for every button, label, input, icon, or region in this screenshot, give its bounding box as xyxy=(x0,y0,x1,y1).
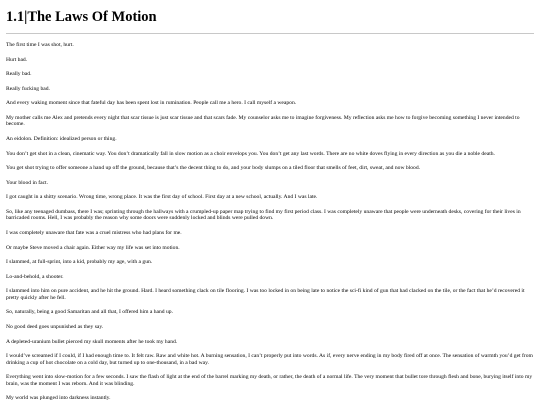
paragraph: Lo-and-behold, a shooter. xyxy=(6,273,64,280)
paragraph: Really bad. xyxy=(6,71,32,78)
paragraph: And every waking moment since that fateful day has been spent lost in rumination. People call me a hero. I call myself a weapon. xyxy=(6,100,297,107)
paragraph: An eidolon. Definition: idealized person or thing. xyxy=(6,135,117,142)
paragraph: I was completely unaware that fate was a cruel mistress who had plans for me. xyxy=(6,229,182,236)
paragraph: My mother calls me Alex and pretends every night that scar tissue is just scar tissue and that scars fade. My counselor asks me to imagine forgiveness. My reflection asks me how to forgive becoming something I never intended to become. xyxy=(6,114,520,128)
paragraph: You get shot trying to offer someone a hand up off the ground, because that’s the decent thing to do, and your body slumps on a tiled floor that smells of feet, dirt, sweat, and now blood. xyxy=(6,165,421,172)
paragraph: Everything went into slow-motion for a few seconds. I saw the flash of light at the end of the barrel marking my death, or rather, the death of a normal life. The very moment that bullet tore through flesh and bone, burying itself into my brain, was the moment I was reborn. And it was blinding. xyxy=(6,374,533,387)
title-divider xyxy=(6,33,534,34)
paragraph: I slammed into him on pure accident, and he hit the ground. Hard. I heard something clack on tile flooring. I was too locked in on being late to notice the sci-fi kind of gun that had clacked on the tile, or the fact that he’d recovered it pretty quickly after he fell. xyxy=(6,288,525,301)
paragraph: A depleted-uranium bullet pierced my skull moments after he took my hand. xyxy=(6,338,178,345)
paragraph: So, naturally, being a good Samaritan and all that, I offered him a hand up. xyxy=(6,309,173,316)
paragraph: I would’ve screamed if I could, if I had enough time to. It felt raw. Raw and white hot. A burning sensation, I can’t properly put into words. As if, every nerve ending in my body fired off at once. The sensation of warmth you’d get from drinking a cup of hot chocolate on a cold day, but turned up to one-thousand, in a bad way. xyxy=(6,353,533,366)
paragraph: I got caught in a shitty scenario. Wrong time, wrong place. It was the first day of school. First day at a new school, actually. And I was late. xyxy=(6,194,318,201)
paragraph: No good deed goes unpunished as they say. xyxy=(6,323,104,330)
paragraph: I slammed, at full-sprint, into a kid, probably my age, with a gun. xyxy=(6,259,153,266)
paragraph: Your blood in fact. xyxy=(6,179,49,186)
paragraph: So, like any teenaged dumbass, there I was; sprinting through the hallways with a crumpled-up paper map trying to find my first period class. I was completely unaware that people were underneath desks, covering for their lives in barricaded rooms. Hell, I was probably the reason why some doors were suddenly locked and blinds were pulled down. xyxy=(6,208,521,222)
paragraph: My world was plunged into darkness instantly. xyxy=(6,395,111,402)
paragraph: Or maybe Steve moved a chair again. Either way my life was set into motion. xyxy=(6,244,180,251)
paragraph: The first time I was shot, hurt. xyxy=(6,42,74,48)
paragraph: You don’t get shot in a clean, cinematic way. You don’t dramatically fall in slow motion as a choir envelops you. You don’t get any last words. There are no white doves flying in every direction as you die a noble death. xyxy=(6,150,495,157)
story-body xyxy=(6,42,534,402)
paragraph: Hurt bad. xyxy=(6,56,28,63)
page-title: 1.1|The Laws Of Motion xyxy=(6,9,157,25)
paragraph: Really fucking bad. xyxy=(6,85,50,92)
